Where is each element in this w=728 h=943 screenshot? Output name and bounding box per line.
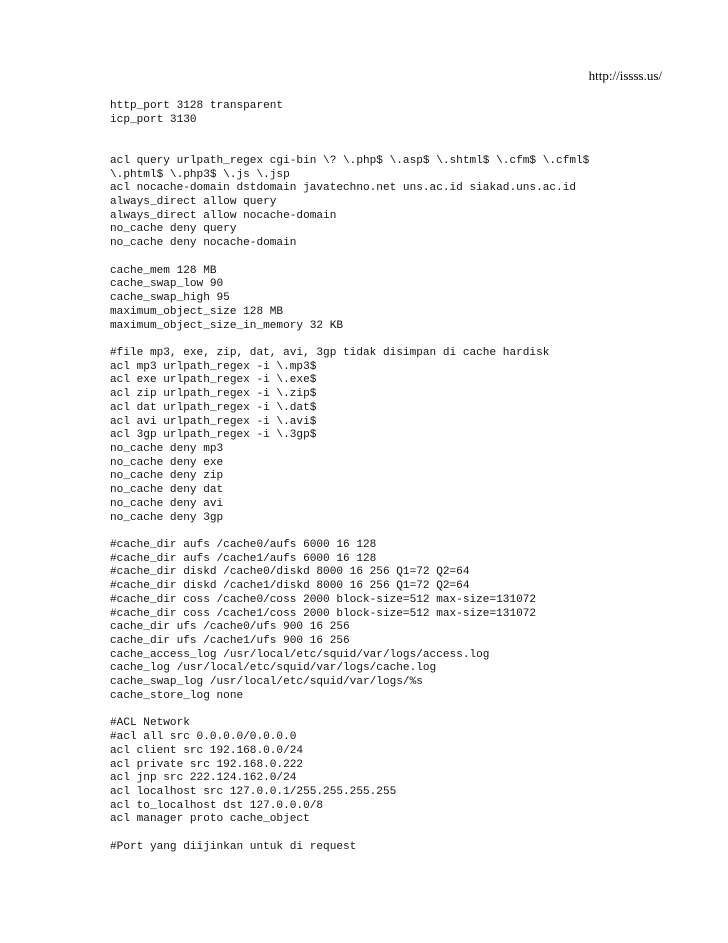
code-line: http_port 3128 transparent bbox=[110, 100, 284, 112]
code-line: always_direct allow query bbox=[110, 196, 277, 209]
code-line: maximum_object_size_in_memory 32 KB bbox=[110, 319, 344, 332]
code-line: acl avi urlpath_regex -i \.avi$ bbox=[110, 415, 317, 428]
code-line: no_cache deny nocache-domain bbox=[110, 237, 297, 250]
header-url: http://issss.us/ bbox=[588, 68, 662, 83]
code-line: icp_port 3130 bbox=[110, 113, 197, 126]
blank-line bbox=[110, 251, 710, 265]
code-line: #Port yang diijinkan untuk di request bbox=[110, 840, 357, 853]
code-line: acl nocache-domain dstdomain javatechno.net uns.ac.id siakad.uns.ac.id bbox=[110, 182, 577, 195]
code-line: no_cache deny zip bbox=[110, 470, 224, 483]
blank-line bbox=[110, 127, 710, 141]
code-line: #cache_dir aufs /cache1/aufs 6000 16 128 bbox=[110, 552, 377, 565]
code-line: maximum_object_size 128 MB bbox=[110, 305, 284, 318]
code-line: cache_dir ufs /cache1/ufs 900 16 256 bbox=[110, 635, 350, 648]
code-line: acl private src 192.168.0.222 bbox=[110, 758, 304, 771]
code-line: cache_store_log none bbox=[110, 689, 244, 702]
code-line: #acl all src 0.0.0.0/0.0.0.0 bbox=[110, 731, 297, 744]
code-line: #cache_dir diskd /cache0/diskd 8000 16 256 Q1=72 Q2=64 bbox=[110, 566, 470, 579]
blank-line bbox=[110, 525, 710, 539]
code-line: acl query urlpath_regex cgi-bin \? \.php$ \.asp$ \.shtml$ \.cfm$ \.cfml$ bbox=[110, 154, 590, 167]
code-line: no_cache deny 3gp bbox=[110, 511, 224, 524]
code-line: acl dat urlpath_regex -i \.dat$ bbox=[110, 401, 317, 414]
code-line: cache_access_log /usr/local/etc/squid/var/logs/access.log bbox=[110, 648, 490, 661]
code-line: acl exe urlpath_regex -i \.exe$ bbox=[110, 374, 317, 387]
blank-line bbox=[110, 333, 710, 347]
code-line: cache_log /usr/local/etc/squid/var/logs/cache.log bbox=[110, 662, 437, 675]
blank-line bbox=[110, 704, 710, 718]
code-line: acl localhost src 127.0.0.1/255.255.255.255 bbox=[110, 785, 397, 798]
code-line: acl mp3 urlpath_regex -i \.mp3$ bbox=[110, 360, 317, 373]
code-line: #cache_dir aufs /cache0/aufs 6000 16 128 bbox=[110, 539, 377, 551]
code-line: acl client src 192.168.0.0/24 bbox=[110, 744, 304, 757]
code-line: #cache_dir diskd /cache1/diskd 8000 16 256 Q1=72 Q2=64 bbox=[110, 580, 470, 593]
code-line: always_direct allow nocache-domain bbox=[110, 209, 337, 222]
code-line: no_cache deny exe bbox=[110, 456, 224, 469]
code-line: #cache_dir coss /cache0/coss 2000 block-size=512 max-size=131072 bbox=[110, 593, 537, 606]
code-line: \.phtml$ \.php3$ \.js \.jsp bbox=[110, 168, 290, 181]
code-line: acl to_localhost dst 127.0.0.0/8 bbox=[110, 799, 324, 812]
code-line: cache_swap_high 95 bbox=[110, 292, 230, 305]
code-line: #cache_dir coss /cache1/coss 2000 block-size=512 max-size=131072 bbox=[110, 607, 537, 620]
blank-line bbox=[110, 141, 710, 155]
code-line: #file mp3, exe, zip, dat, avi, 3gp tidak disimpan di cache hardisk bbox=[110, 346, 550, 359]
code-line: no_cache deny query bbox=[110, 223, 237, 236]
code-line: cache_mem 128 MB bbox=[110, 264, 217, 277]
code-line: #ACL Network bbox=[110, 717, 190, 730]
code-line: acl jnp src 222.124.162.0/24 bbox=[110, 772, 297, 785]
code-line: cache_dir ufs /cache0/ufs 900 16 256 bbox=[110, 621, 350, 634]
code-line: no_cache deny avi bbox=[110, 497, 224, 510]
config-code-block bbox=[110, 100, 710, 855]
blank-line bbox=[110, 827, 710, 841]
code-line: cache_swap_log /usr/local/etc/squid/var/logs/%s bbox=[110, 676, 423, 689]
code-line: acl zip urlpath_regex -i \.zip$ bbox=[110, 388, 317, 401]
code-line: cache_swap_low 90 bbox=[110, 278, 224, 291]
code-line: acl 3gp urlpath_regex -i \.3gp$ bbox=[110, 429, 317, 442]
code-line: no_cache deny dat bbox=[110, 484, 224, 497]
code-line: acl manager proto cache_object bbox=[110, 813, 310, 826]
code-line: no_cache deny mp3 bbox=[110, 442, 224, 455]
